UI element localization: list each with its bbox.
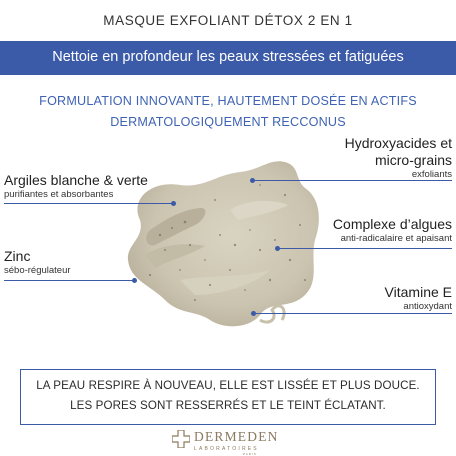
callout-argiles-sub: purifiantes et absorbantes bbox=[4, 189, 114, 200]
callout-algues-dot bbox=[275, 246, 280, 251]
callout-vitamine-sub: antioxydant bbox=[403, 301, 452, 312]
cross-logo-icon bbox=[172, 430, 190, 448]
formulation-line-1: FORMULATION INNOVANTE, HAUTEMENT DOSÉE EN ACTIFS bbox=[39, 94, 417, 108]
callout-vitamine-title: Vitamine E bbox=[384, 284, 452, 300]
benefit-line-2: LES PORES SONT RESSERRÉS ET LE TEINT ÉCLATANT. bbox=[70, 399, 386, 412]
page-title: MASQUE EXFOLIANT DÉTOX 2 EN 1 bbox=[103, 13, 353, 28]
callout-argiles-title: Argiles blanche & verte bbox=[4, 172, 148, 188]
callout-hydroxy-title-2: micro-grains bbox=[374, 152, 452, 168]
benefit-line-1: LA PEAU RESPIRE À NOUVEAU, ELLE EST LISSÉE ET PLUS DOUCE. bbox=[36, 379, 420, 392]
benefit-box bbox=[20, 369, 436, 425]
callout-zinc bbox=[4, 248, 71, 277]
callout-zinc-sub: sébo-régulateur bbox=[4, 265, 71, 276]
callout-argiles bbox=[4, 172, 148, 201]
callout-hydroxy bbox=[345, 135, 452, 181]
brand-name: DERMEDEN bbox=[194, 429, 279, 444]
formulation-text bbox=[0, 91, 456, 133]
callout-vitamine bbox=[385, 284, 452, 313]
callout-zinc-line bbox=[4, 280, 134, 281]
callout-vitamine-dot bbox=[251, 311, 256, 316]
callout-hydroxy-line bbox=[253, 180, 452, 181]
callout-algues-sub: anti-radicalaire et apaisant bbox=[340, 233, 452, 244]
callout-argiles-line bbox=[4, 203, 174, 204]
brand-subtitle: LABORATOIRES bbox=[194, 446, 259, 452]
callout-algues-line bbox=[278, 248, 452, 249]
headline-banner bbox=[0, 41, 456, 75]
callout-hydroxy-title-1: Hydroxyacides et bbox=[344, 135, 452, 151]
callout-hydroxy-dot bbox=[250, 178, 255, 183]
brand-logo bbox=[0, 426, 456, 454]
callout-argiles-dot bbox=[171, 201, 176, 206]
callout-algues bbox=[333, 216, 452, 245]
callout-algues-title: Complexe d’algues bbox=[332, 216, 452, 232]
callout-zinc-title: Zinc bbox=[4, 248, 31, 264]
callout-vitamine-line bbox=[254, 313, 452, 314]
formulation-line-2: DERMATOLOGIQUEMENT RECCONUS bbox=[110, 115, 346, 129]
callout-hydroxy-sub: exfoliants bbox=[411, 169, 452, 180]
brand-city: PARIS bbox=[243, 452, 257, 456]
callout-zinc-dot bbox=[132, 278, 137, 283]
headline-text: Nettoie en profondeur les peaux stressées et fatiguées bbox=[52, 49, 404, 65]
